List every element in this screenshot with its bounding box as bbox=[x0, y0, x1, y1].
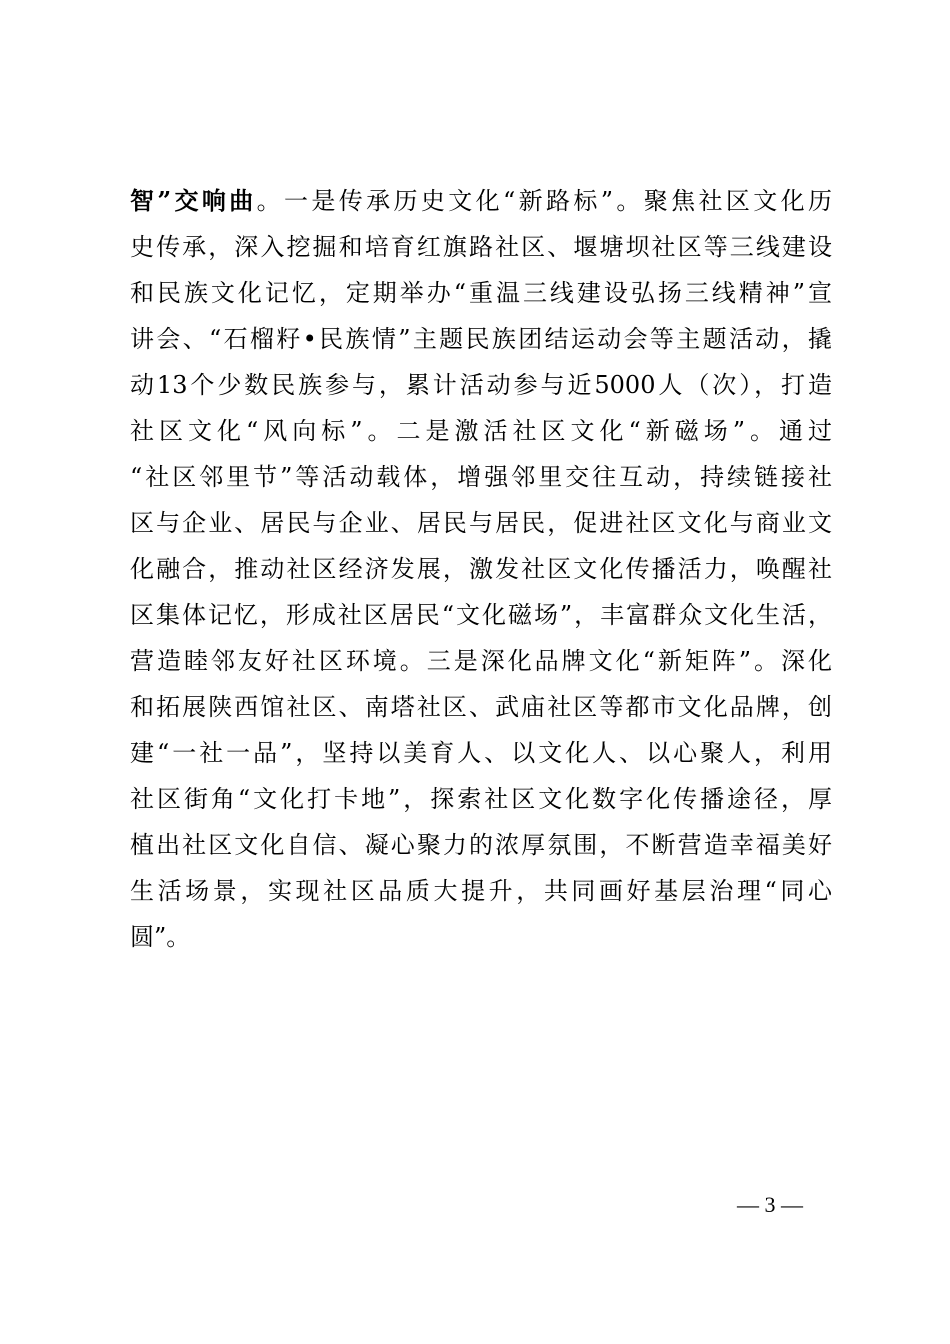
bold-lead-text: 智”交响曲 bbox=[130, 186, 257, 215]
text-line: 圆”。 bbox=[130, 923, 191, 951]
text-line bbox=[130, 178, 832, 224]
text-line: “社区邻里节”等活动载体，增强邻里交往互动，持续链接社 bbox=[130, 463, 832, 491]
text-line: 营造睦邻友好社区环境。三是深化品牌文化“新矩阵”。深化 bbox=[130, 647, 832, 675]
text-line: 史传承，深入挖掘和培育红旗路社区、堰塘坝社区等三线建设 bbox=[130, 233, 832, 261]
body-paragraph bbox=[130, 178, 832, 960]
text-line: 区与企业、居民与企业、居民与居民，促进社区文化与商业文 bbox=[130, 509, 832, 537]
text-line: 生活场景，实现社区品质大提升，共同画好基层治理“同心 bbox=[130, 877, 832, 905]
text-line: 动13个少数民族参与，累计活动参与近5000人（次），打造 bbox=[130, 371, 832, 399]
page-number: — 3 — bbox=[737, 1192, 803, 1217]
text-line: 讲会、“石榴籽•民族情”主题民族团结运动会等主题活动，撬 bbox=[130, 325, 832, 353]
text-line: 和拓展陕西馆社区、南塔社区、武庙社区等都市文化品牌，创 bbox=[130, 693, 832, 721]
text-line: 建“一社一品”，坚持以美育人、以文化人、以心聚人，利用 bbox=[130, 739, 832, 767]
text-line: 区集体记忆，形成社区居民“文化磁场”，丰富群众文化生活， bbox=[130, 601, 832, 629]
text-line: 社区街角“文化打卡地”，探索社区文化数字化传播途径，厚 bbox=[130, 785, 832, 813]
text-line: 社区文化“风向标”。二是激活社区文化“新磁场”。通过 bbox=[130, 417, 832, 445]
text-line: 化融合，推动社区经济发展，激发社区文化传播活力，唤醒社 bbox=[130, 555, 832, 583]
line-text: 。一是传承历史文化“新路标”。聚焦社区文化历 bbox=[256, 187, 832, 215]
text-line: 和民族文化记忆，定期举办“重温三线建设弘扬三线精神”宣 bbox=[130, 279, 832, 307]
text-line: 植出社区文化自信、凝心聚力的浓厚氛围，不断营造幸福美好 bbox=[130, 831, 832, 859]
